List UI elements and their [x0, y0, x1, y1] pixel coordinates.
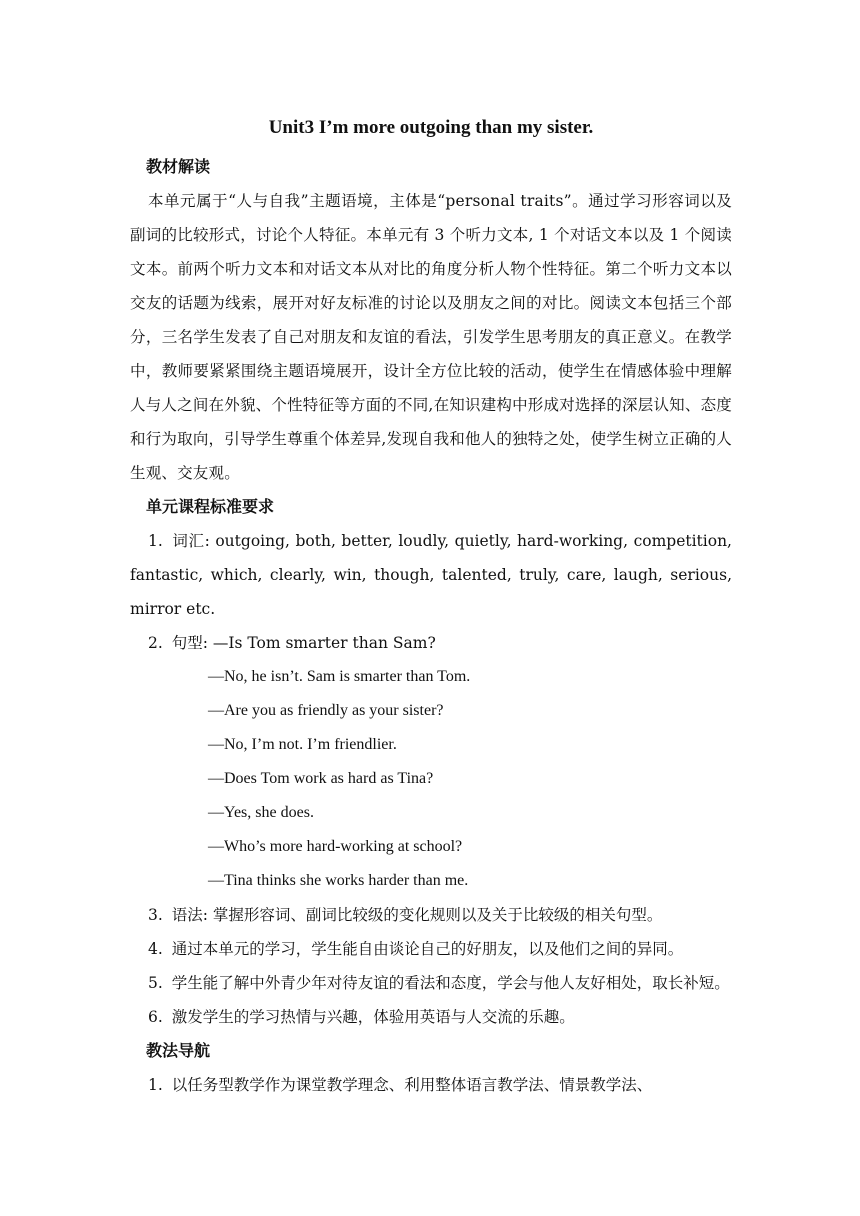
- section-heading-method: 教法导航: [146, 1041, 211, 1060]
- dialogue-line: —Are you as friendly as your sister?: [208, 702, 444, 719]
- dialogue-line: —Does Tom work as hard as Tina?: [208, 770, 434, 787]
- item-text: 语法: 掌握形容词、副词比较级的变化规则以及关于比较级的相关句型。: [171, 906, 663, 924]
- document-content: [130, 112, 732, 1102]
- standards-item-3: [130, 898, 732, 932]
- item-number: 5.: [148, 974, 163, 992]
- item-text: 词汇: outgoing, both, better, loudly, quietly, hard-working, competition, fantastic, which, clearly, win, though, talented, truly, care, laugh, serious, mirror etc.: [130, 532, 732, 618]
- standards-item-5: [130, 966, 732, 1000]
- item-number: 3.: [148, 906, 163, 924]
- section-heading-standards: 单元课程标准要求: [146, 497, 275, 516]
- item-text: 学生能了解中外青少年对待友谊的看法和态度，学会与他人友好相处，取长补短。: [171, 974, 730, 992]
- dialogue-line: —Tina thinks she works harder than me.: [208, 872, 469, 889]
- method-item-1: [130, 1068, 732, 1102]
- standards-item-4: [130, 932, 732, 966]
- dialogue-line: —Yes, she does.: [208, 804, 314, 821]
- standards-item-6: [130, 1000, 732, 1034]
- item-number: 1.: [148, 532, 163, 550]
- item-text: 激发学生的学习热情与兴趣，体验用英语与人交流的乐趣。: [171, 1008, 575, 1026]
- dialogue-line: —No, he isn’t. Sam is smarter than Tom.: [208, 668, 471, 685]
- item-text: 句型: —Is Tom smarter than Sam?: [171, 634, 436, 652]
- item-number: 1.: [148, 1076, 163, 1094]
- standards-item-1: [130, 524, 732, 626]
- section-heading-textbook: 教材解读: [146, 157, 211, 176]
- item-number: 4.: [148, 940, 163, 958]
- dialogue-line: —No, I’m not. I’m friendlier.: [208, 736, 397, 753]
- item-number: 6.: [148, 1008, 163, 1026]
- item-number: 2.: [148, 634, 163, 652]
- dialogue-line: —Who’s more hard-working at school?: [208, 838, 463, 855]
- standards-item-2: [130, 626, 732, 660]
- item-text: 以任务型教学作为课堂教学理念、利用整体语言教学法、情景教学法、: [171, 1076, 653, 1094]
- textbook-paragraph: 本单元属于“人与自我”主题语境，主体是“personal traits”。通过学习形容词以及副词的比较形式，讨论个人特征。本单元有 3 个听力文本, 1 个对话文本以及 1 个阅读文本。前两个听力文本和对话文本从对比的角度分析人物个性特征。第二个听力文本以交友的话题为线索，展开对好友标准的讨论以及朋友之间的对比。阅读文本包括三个部分，三名学生发表了自己对朋友和友谊的看法，引发学生思考朋友的真正意义。在教学中，教师要紧紧围绕主题语境展开，设计全方位比较的活动，使学生在情感体验中理解人与人之间在外貌、个性特征等方面的不同,在知识建构中形成对选择的深层认知、态度和行为取向，引导学生尊重个体差异,发现自我和他人的独特之处，使学生树立正确的人生观、交友观。: [130, 192, 732, 482]
- item-text: 通过本单元的学习，学生能自由谈论自己的好朋友，以及他们之间的异同。: [171, 940, 684, 958]
- document-title: Unit3 I’m more outgoing than my sister.: [268, 117, 594, 138]
